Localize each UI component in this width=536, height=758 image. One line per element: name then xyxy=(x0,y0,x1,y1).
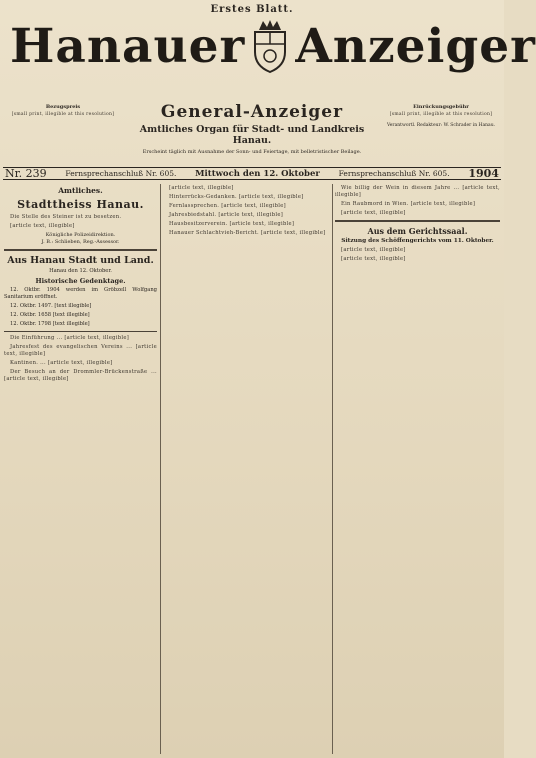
masthead-left-word: Hanauer xyxy=(10,18,246,74)
section-heading-aus-hanau: Aus Hanau Stadt und Land. xyxy=(7,254,154,266)
official-organ-line: Amtliches Organ für Stadt- und Landkreis Hanau. xyxy=(139,124,365,146)
column-1 xyxy=(4,184,157,754)
signature-authority: Königliche Polizeidirektion. xyxy=(45,232,116,238)
article-paragraph: [article text, illegible] xyxy=(169,185,234,191)
article-paragraph: Wie billig der Wein in diesem Jahre ... [article text, illegible] xyxy=(335,185,500,199)
article-paragraph: Kantinen. ... [article text, illegible] xyxy=(10,360,113,367)
article-paragraph: [article text, illegible] xyxy=(10,222,75,229)
article-paragraph: Jahresbiedstahl. [article text, illegible] xyxy=(169,212,284,219)
subscription-box xyxy=(4,104,122,117)
general-anzeiger-title: General-Anzeiger xyxy=(160,102,344,122)
article-paragraph: Der Besuch an der Drommler-Brückenstraße ... [article text, illegible] xyxy=(4,369,157,383)
gedenktag-item: 12. Oktbr. 1798 [text illegible] xyxy=(10,321,90,328)
section-heading-amtliches: Amtliches. xyxy=(58,186,103,195)
article-paragraph: Die Stelle des Steiner ist zu besetzen. xyxy=(10,213,122,220)
article-paragraph: Fernlassprechen. [article text, illegible] xyxy=(169,203,286,210)
phone-left: Fernsprechanschluß Nr. 605. xyxy=(65,169,177,178)
article-paragraph: [article text, illegible] xyxy=(341,246,406,253)
subscription-text: [small print, illegible at this resolution] xyxy=(11,111,115,117)
article-paragraph: [article text, illegible] xyxy=(341,210,406,217)
advert-rates-box xyxy=(382,104,500,129)
editor-line: Verantwortl. Redakteur: W. Schrader in Hanau. xyxy=(386,123,496,129)
advert-rates-heading: Einrückungsgebühr xyxy=(413,104,469,110)
edition-label: Erstes Blatt. xyxy=(210,4,294,15)
gedenktag-item: 12. Oktbr. 1904 werden im Gröbzell Wolfgang Sanitarium eröffnet. xyxy=(4,287,157,301)
article-paragraph: Ein Raubmord in Wien. [article text, illegible] xyxy=(341,201,476,208)
section-heading-gerichtssaal: Aus dem Gerichtssaal. xyxy=(367,226,468,237)
column-divider xyxy=(332,184,333,754)
section-heading-stadttheiss: Stadttheiss Hanau. xyxy=(17,198,144,212)
article-paragraph: Hausbesitzerverein. [article text, illegible] xyxy=(169,221,295,228)
dateline xyxy=(3,167,501,180)
local-dateline: Hanau den 12. Oktober. xyxy=(49,268,112,275)
column-2 xyxy=(163,184,329,754)
subtitle-block xyxy=(120,102,384,155)
column-divider xyxy=(160,184,161,754)
hanau-coat-of-arms-icon xyxy=(245,18,295,74)
article-paragraph: Jahresfest des evangelischen Vereins ... [article text, illegible] xyxy=(4,344,157,358)
gedenktag-item: 12. Oktbr. 1658 [text illegible] xyxy=(10,312,90,319)
issue-date: Mittwoch den 12. Oktober xyxy=(195,168,320,179)
issue-year: 1904 xyxy=(468,167,499,180)
section-divider xyxy=(4,249,157,251)
section-heading-gedenktage: Historische Gedenktage. xyxy=(35,277,126,286)
column-3 xyxy=(335,184,500,754)
signature-name: J. B.: Schlieben, Reg.-Assessor. xyxy=(41,238,120,245)
advert-rates-text: [small print, illegible at this resolution] xyxy=(389,111,493,117)
masthead-right-word: Anzeiger xyxy=(295,18,536,74)
publication-note: Erscheint täglich mit Ausnahme der Sonn- und Feiertage, mit belletristischer Beilage. xyxy=(142,149,362,155)
article-paragraph: Hanauer Schlachtvieh-Bericht. [article text, illegible] xyxy=(169,230,326,237)
article-paragraph: [article text, illegible] xyxy=(341,255,406,262)
gedenktag-item: 12. Oktbr. 1497. [text illegible] xyxy=(10,303,92,310)
article-paragraph: Hinterrücks-Gedanken. [article text, illegible] xyxy=(169,194,304,201)
masthead xyxy=(10,17,536,75)
section-divider xyxy=(335,220,500,222)
subscription-heading: Bezugspreis xyxy=(45,104,81,110)
phone-right: Fernsprechanschluß Nr. 605. xyxy=(338,169,450,178)
section-divider xyxy=(4,331,157,332)
section-subheading-sitzung: Sitzung des Schöffengerichts vom 11. Oktober. xyxy=(341,237,494,244)
issue-number: Nr. 239 xyxy=(5,167,47,180)
article-paragraph: Die Einführung ... [article text, illegible] xyxy=(10,335,130,342)
